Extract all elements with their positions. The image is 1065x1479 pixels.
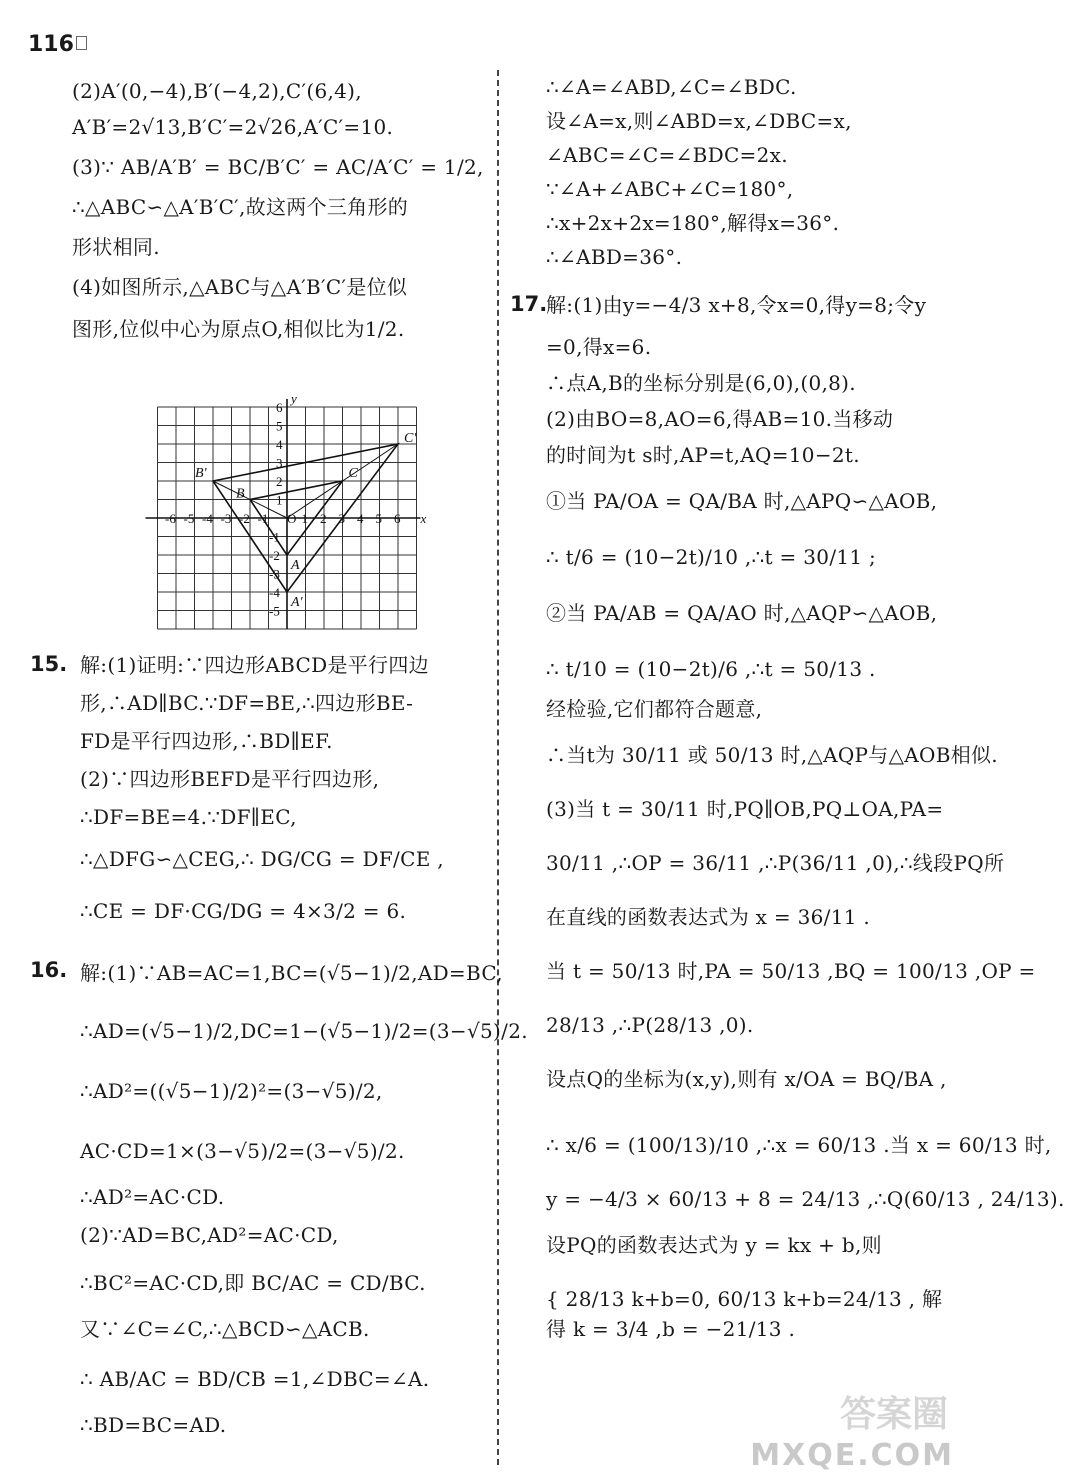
text-line: ∴当t为 30/11 或 50/13 时,△AQP与△AOB相似. bbox=[546, 743, 998, 767]
text-line: ①当 PA/OA = QA/BA 时,△APQ∽△AOB, bbox=[546, 489, 938, 513]
text-line: 解:(1)由y=−4/3 x+8,令x=0,得y=8;令y bbox=[546, 293, 927, 317]
text-line: 又∵∠C=∠C,∴△BCD∽△ACB. bbox=[80, 1317, 370, 1341]
text-line: 形状相同. bbox=[72, 235, 160, 259]
column-divider bbox=[497, 70, 499, 1465]
text-line: ∴△DFG∽△CEG,∴ DG/CG = DF/CE , bbox=[80, 847, 444, 871]
question-label: 15. bbox=[30, 652, 68, 676]
x-tick-label: 6 bbox=[394, 511, 401, 526]
text-line: 经检验,它们都符合题意, bbox=[546, 697, 763, 721]
point-label: B' bbox=[195, 466, 207, 481]
x-tick-label: 4 bbox=[357, 511, 364, 526]
text-line: ②当 PA/AB = QA/AO 时,△AQP∽△AOB, bbox=[546, 601, 938, 625]
y-tick-label: -1 bbox=[269, 529, 280, 545]
x-tick-label: 3 bbox=[338, 511, 345, 526]
text-line: ∵∠A+∠ABC+∠C=180°, bbox=[546, 177, 794, 201]
text-line: (2)A′(0,−4),B′(−4,2),C′(6,4), bbox=[72, 79, 362, 103]
y-tick-label: -3 bbox=[269, 566, 280, 582]
text-line: =0,得x=6. bbox=[546, 335, 652, 359]
y-tick-label: 3 bbox=[276, 455, 283, 471]
y-tick-label: 2 bbox=[276, 474, 283, 489]
point-label: B bbox=[236, 486, 245, 502]
text-line: ∴ t/10 = (10−2t)/6 ,∴t = 50/13 . bbox=[546, 657, 876, 681]
text-line: 28/13 ,∴P(28/13 ,0). bbox=[546, 1013, 754, 1037]
text-line: ∴AD=(√5−1)/2,DC=1−(√5−1)/2=(3−√5)/2. bbox=[80, 1019, 528, 1043]
x-tick-label: -2 bbox=[239, 511, 250, 526]
x-axis-label: x bbox=[420, 511, 427, 526]
watermark: MXQE.COM bbox=[750, 1438, 954, 1473]
text-line: (4)如图所示,△ABC与△A′B′C′是位似 bbox=[72, 275, 408, 299]
x-tick-label: 2 bbox=[320, 511, 327, 526]
text-line: 设∠A=x,则∠ABD=x,∠DBC=x, bbox=[546, 109, 852, 133]
text-line: 30/11 ,∴OP = 36/11 ,∴P(36/11 ,0),∴线段PQ所 bbox=[546, 851, 1005, 875]
text-line: A′B′=2√13,B′C′=2√26,A′C′=10. bbox=[72, 115, 394, 139]
question-label: 17. bbox=[510, 292, 548, 316]
text-line: 的时间为t s时,AP=t,AQ=10−2t. bbox=[546, 443, 860, 467]
y-tick-label: 1 bbox=[276, 492, 283, 508]
x-tick-label: -6 bbox=[165, 511, 176, 526]
text-line: (3)当 t = 30/11 时,PQ∥OB,PQ⊥OA,PA= bbox=[546, 797, 944, 821]
text-line: ∴∠ABD=36°. bbox=[546, 245, 683, 269]
x-tick-label: 1 bbox=[301, 511, 308, 526]
text-line: ∴AD²=((√5−1)/2)²=(3−√5)/2, bbox=[80, 1079, 383, 1103]
text-line: 设点Q的坐标为(x,y),则有 x/OA = BQ/BA , bbox=[546, 1067, 947, 1091]
text-line: ∴DF=BE=4.∵DF∥EC, bbox=[80, 805, 297, 829]
x-tick-label: O bbox=[287, 511, 297, 526]
text-line: ∴ t/6 = (10−2t)/10 ,∴t = 30/11 ; bbox=[546, 545, 877, 569]
coordinate-grid-svg bbox=[158, 390, 427, 636]
text-line: AC·CD=1×(3−√5)/2=(3−√5)/2. bbox=[80, 1139, 405, 1163]
y-tick-label: 4 bbox=[276, 437, 283, 452]
watermark-top: 答案圈 bbox=[839, 1394, 948, 1435]
text-line: (2)∵AD=BC,AD²=AC·CD, bbox=[80, 1223, 339, 1247]
text-line: 形,∴AD∥BC.∵DF=BE,∴四边形BE- bbox=[80, 691, 414, 715]
page-number: 116 bbox=[28, 32, 87, 57]
x-tick-label: -1 bbox=[257, 511, 269, 526]
text-line: 解:(1)证明:∵四边形ABCD是平行四边 bbox=[80, 653, 429, 677]
text-line: ∴x+2x+2x=180°,解得x=36°. bbox=[546, 211, 840, 235]
question-16 bbox=[30, 958, 528, 1438]
text-line: ∴△ABC∽△A′B′C′,故这两个三角形的 bbox=[72, 195, 409, 219]
point-label: C bbox=[348, 466, 358, 481]
x-tick-label: -5 bbox=[183, 511, 195, 526]
coordinate-figure bbox=[158, 390, 427, 640]
x-tick-label: -3 bbox=[220, 511, 232, 526]
question-17 bbox=[510, 290, 1065, 1344]
text-line: y = −4/3 × 60/13 + 8 = 24/13 ,∴Q(60/13 , 24/13). bbox=[546, 1187, 1065, 1211]
left-column bbox=[48, 78, 483, 344]
text-line: (2)由BO=8,AO=6,得AB=10.当移动 bbox=[546, 407, 894, 431]
text-line: ∴点A,B的坐标分别是(6,0),(0,8). bbox=[546, 371, 856, 395]
text-line: 图形,位似中心为原点O,相似比为1/2. bbox=[72, 317, 405, 341]
y-tick-label: 6 bbox=[276, 400, 283, 415]
x-tick-label: 5 bbox=[375, 511, 382, 526]
text-line: ∴CE = DF·CG/DG = 4×3/2 = 6. bbox=[80, 899, 407, 923]
question-label: 16. bbox=[30, 958, 68, 982]
question-15 bbox=[30, 652, 490, 926]
x-tick-label: -4 bbox=[202, 511, 213, 526]
text-line: ∠ABC=∠C=∠BDC=2x. bbox=[546, 143, 788, 167]
y-tick-label: -5 bbox=[269, 603, 280, 619]
y-tick-label: -2 bbox=[269, 548, 280, 563]
text-line: 在直线的函数表达式为 x = 36/11 . bbox=[546, 905, 871, 929]
text-line: ∴BD=BC=AD. bbox=[80, 1413, 227, 1437]
point-label: A' bbox=[291, 595, 303, 610]
text-line: ∴ x/6 = (100/13)/10 ,∴x = 60/13 .当 x = 60/13 时, bbox=[546, 1133, 1052, 1157]
text-line: 当 t = 50/13 时,PA = 50/13 ,BQ = 100/13 ,OP = bbox=[546, 959, 1036, 983]
right-column bbox=[518, 70, 960, 270]
text-line: { 28/13 k+b=0, 60/13 k+b=24/13 , 解得 k = 3/4 ,b = −21/13 . bbox=[546, 1287, 943, 1341]
text-line: ∴AD²=AC·CD. bbox=[80, 1185, 225, 1209]
y-tick-label: 5 bbox=[276, 418, 283, 434]
y-tick-label: -4 bbox=[269, 585, 280, 600]
text-line: ∴ AB/AC = BD/CB =1,∠DBC=∠A. bbox=[80, 1367, 430, 1391]
text-line: 解:(1)∵AB=AC=1,BC=(√5−1)/2,AD=BC, bbox=[80, 961, 503, 985]
text-line: FD是平行四边形,∴BD∥EF. bbox=[80, 729, 333, 753]
text-line: 设PQ的函数表达式为 y = kx + b,则 bbox=[546, 1233, 882, 1257]
point-label: C' bbox=[404, 431, 417, 446]
text-line: (2)∵四边形BEFD是平行四边形, bbox=[80, 767, 380, 791]
y-axis-label: y bbox=[291, 391, 297, 406]
text-line: ∴∠A=∠ABD,∠C=∠BDC. bbox=[546, 75, 797, 99]
text-line: (3)∵ AB/A′B′ = BC/B′C′ = AC/A′C′ = 1/2, bbox=[72, 155, 484, 179]
text-line: ∴BC²=AC·CD,即 BC/AC = CD/BC. bbox=[80, 1271, 426, 1295]
point-label: A bbox=[291, 558, 300, 573]
page-tag-icon bbox=[76, 36, 87, 50]
